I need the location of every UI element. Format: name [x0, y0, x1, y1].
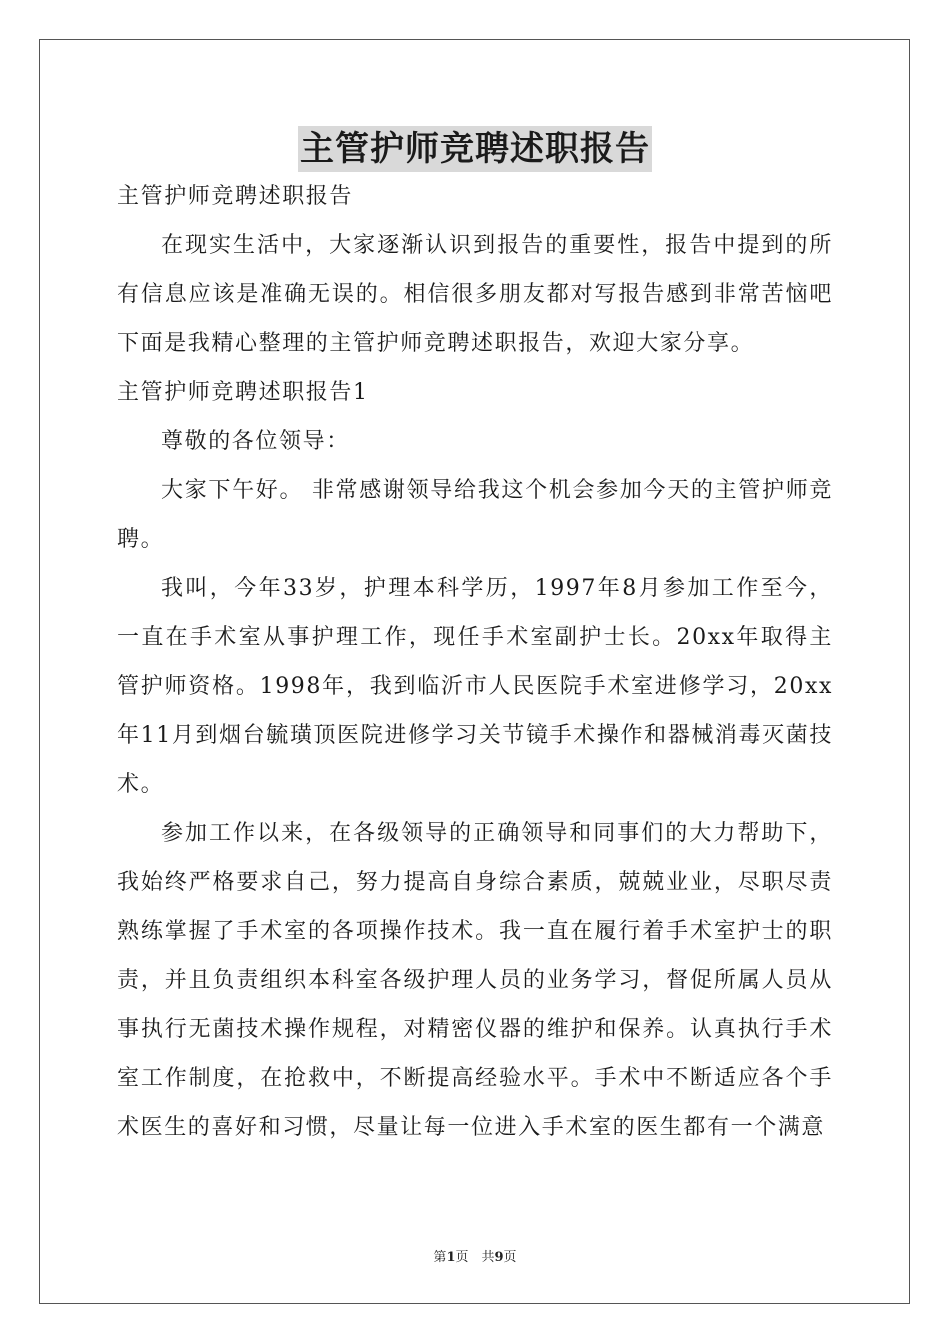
footer-current-page: 1: [446, 1250, 456, 1265]
footer-page-mid: 页 共: [455, 1250, 495, 1265]
body-paragraph-1: 大家下午好。 非常感谢领导给我这个机会参加今天的主管护师竞聘。: [117, 478, 833, 552]
document-title: 主管护师竞聘述职报告: [298, 126, 652, 172]
body-paragraph-2: 我叫，今年33岁，护理本科学历，1997年8月参加工作至今，一直在手术室从事护理工作，现任手术室副护士长。20xx年取得主管护师资格。1998年，我到临沂市人民医院手术室进修学习，20xx年11月到烟台毓璜顶医院进修学习关节镜手术操作和器械消毒灭菌技术。: [117, 576, 833, 797]
document-subtitle: 主管护师竞聘述职报告: [117, 184, 354, 209]
section-heading: 主管护师竞聘述职报告1: [117, 380, 369, 405]
footer-page-suffix: 页: [503, 1250, 517, 1265]
footer-page-prefix: 第: [433, 1250, 447, 1265]
intro-paragraph: 在现实生活中，大家逐渐认识到报告的重要性，报告中提到的所有信息应该是准确无误的。相信很多朋友都对写报告感到非常苦恼吧下面是我精心整理的主管护师竞聘述职报告，欢迎大家分享。: [117, 233, 833, 356]
body-paragraph-3: 参加工作以来，在各级领导的正确领导和同事们的大力帮助下，我始终严格要求自己，努力提高自身综合素质，兢兢业业，尽职尽责熟练掌握了手术室的各项操作技术。我一直在履行着手术室护士的职责，并且负责组织本科室各级护理人员的业务学习，督促所属人员从事执行无菌技术操作规程，对精密仪器的维护和保养。认真执行手术室工作制度，在抢救中，不断提高经验水平。手术中不断适应各个手术医生的喜好和习惯，尽量让每一位进入手术室的医生都有一个满意: [117, 821, 833, 1140]
page-footer: [0, 1246, 950, 1265]
title-container: [0, 126, 950, 172]
footer-total-pages: 9: [494, 1250, 504, 1265]
document-body: [117, 172, 833, 1152]
salutation: 尊敬的各位领导：: [161, 429, 350, 454]
